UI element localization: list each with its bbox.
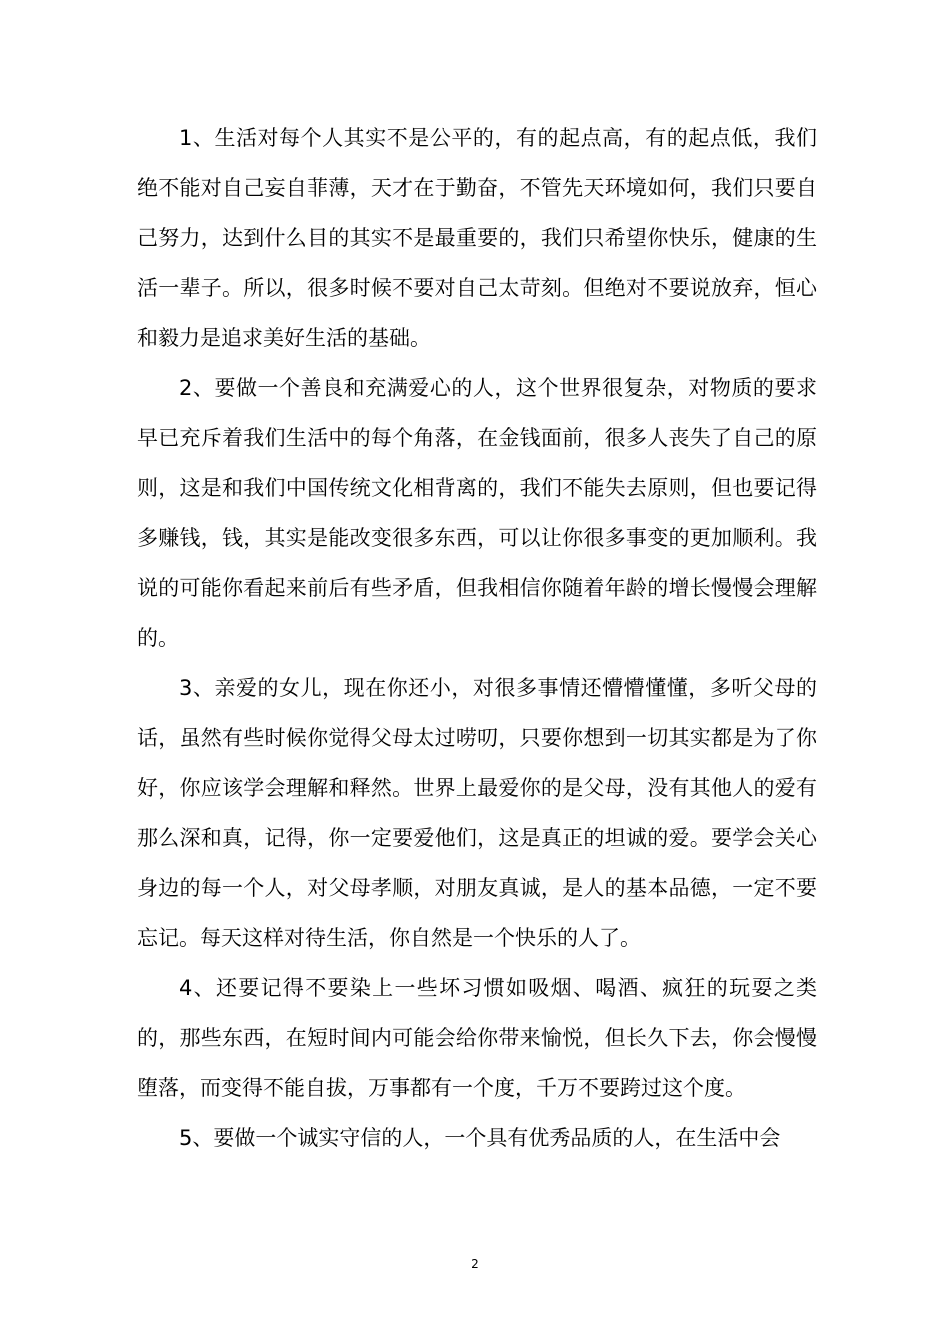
paragraph-2: 2、要做一个善良和充满爱心的人，这个世界很复杂，对物质的要求早已充斥着我们生活中的每个角落，在金钱面前，很多人丧失了自己的原则，这是和我们中国传统文化相背离的，我们不能失去原则，但也要记得多赚钱，钱，其实是能改变很多东西，可以让你很多事变的更加顺利。我说的可能你看起来前后有些矛盾，但我相信你随着年龄的增长慢慢会理解的。 — [137, 376, 817, 650]
document-body — [137, 113, 817, 1163]
page-number: 2 — [471, 1257, 479, 1271]
paragraph-1: 1、生活对每个人其实不是公平的，有的起点高，有的起点低，我们绝不能对自己妄自菲薄，天才在于勤奋，不管先天环境如何，我们只要自己努力，达到什么目的其实不是最重要的，我们只希望你快乐，健康的生活一辈子。所以，很多时候不要对自己太苛刻。但绝对不要说放弃，恒心和毅力是追求美好生活的基础。 — [137, 126, 817, 350]
paragraph-4: 4、还要记得不要染上一些坏习惯如吸烟、喝酒、疯狂的玩耍之类的，那些东西，在短时间内可能会给你带来愉悦，但长久下去，你会慢慢堕落，而变得不能自拔，万事都有一个度，千万不要跨过这个度。 — [137, 976, 817, 1100]
paragraph-5: 5、要做一个诚实守信的人，一个具有优秀品质的人，在生活中会 — [179, 1126, 781, 1150]
paragraph-3: 3、亲爱的女儿，现在你还小，对很多事情还懵懵懂懂，多听父母的话，虽然有些时候你觉得父母太过唠叨，只要你想到一切其实都是为了你好，你应该学会理解和释然。世界上最爱你的是父母，没有其他人的爱有那么深和真，记得，你一定要爱他们，这是真正的坦诚的爱。要学会关心身边的每一个人，对父母孝顺，对朋友真诚，是人的基本品德，一定不要忘记。每天这样对待生活，你自然是一个快乐的人了。 — [137, 676, 817, 950]
